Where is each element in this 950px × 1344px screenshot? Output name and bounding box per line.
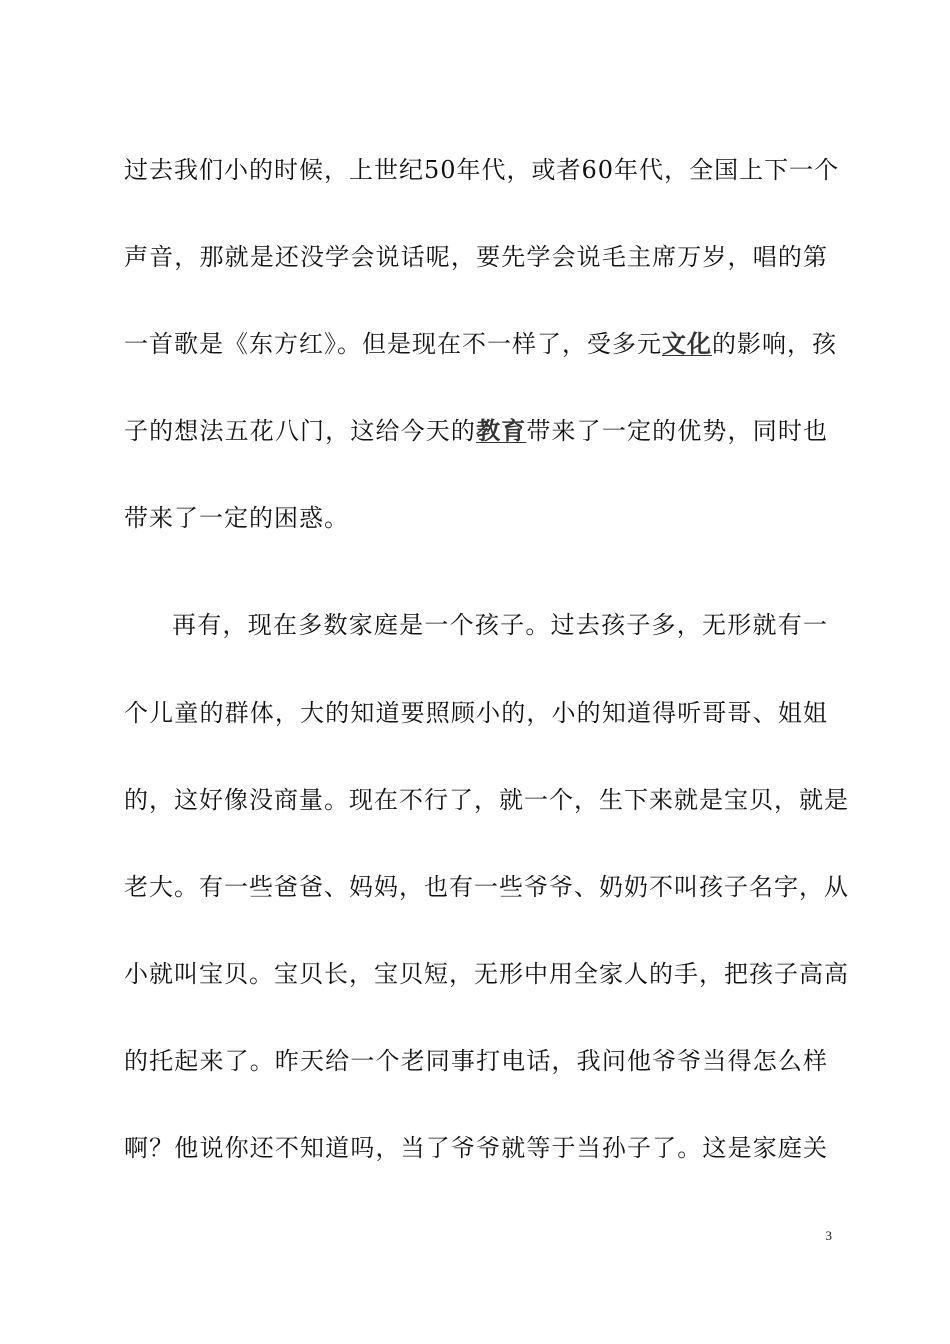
paragraph-1-line-4-text-start: 子的想法五花八门，这给今天的 [124,417,477,445]
page-number: 3 [825,1228,832,1243]
paragraph-1-line-2: 声音，那就是还没学会说话呢，要先学会说毛主席万岁，唱的第 [124,243,828,271]
paragraph-2-line-2: 个儿童的群体，大的知道要照顾小的，小的知道得听哥哥、姐姐 [124,699,828,727]
paragraph-2-line-4: 老大。有一些爸爸、妈妈，也有一些爷爷、奶奶不叫孩子名字，从 [124,873,849,901]
paragraph-1-line-3 [124,324,837,364]
paragraph-1-line-4-text-end: 带来了一定的优势，同时也 [526,417,829,445]
paragraph-2-line-6: 的托起来了。昨天给一个老同事打电话，我问他爷爷当得怎么样 [124,1047,828,1075]
culture-link[interactable]: 文化 [662,329,712,358]
education-link[interactable]: 教育 [476,416,527,445]
paragraph-1-line-5: 带来了一定的困惑。 [124,504,349,532]
paragraph-1-line-4 [124,411,828,451]
paragraph-1-line-3-text-end: 的影响，孩 [712,330,837,358]
paragraph-2-line-3: 的，这好像没商量。现在不行了，就一个，生下来就是宝贝，就是 [124,786,849,814]
paragraph-1-line-1: 过去我们小的时候，上世纪50年代，或者60年代，全国上下一个 [124,156,840,184]
paragraph-2-line-7: 啊？他说你还不知道吗，当了爷爷就等于当孙子了。这是家庭关 [124,1134,828,1162]
paragraph-2-line-1: 再有，现在多数家庭是一个孩子。过去孩子多，无形就有一 [172,611,828,639]
paragraph-1-line-3-text-start: 一首歌是《东方红》。但是现在不一样了，受多元 [124,330,662,358]
paragraph-2-line-5: 小就叫宝贝。宝贝长，宝贝短，无形中用全家人的手，把孩子高高 [124,960,849,988]
